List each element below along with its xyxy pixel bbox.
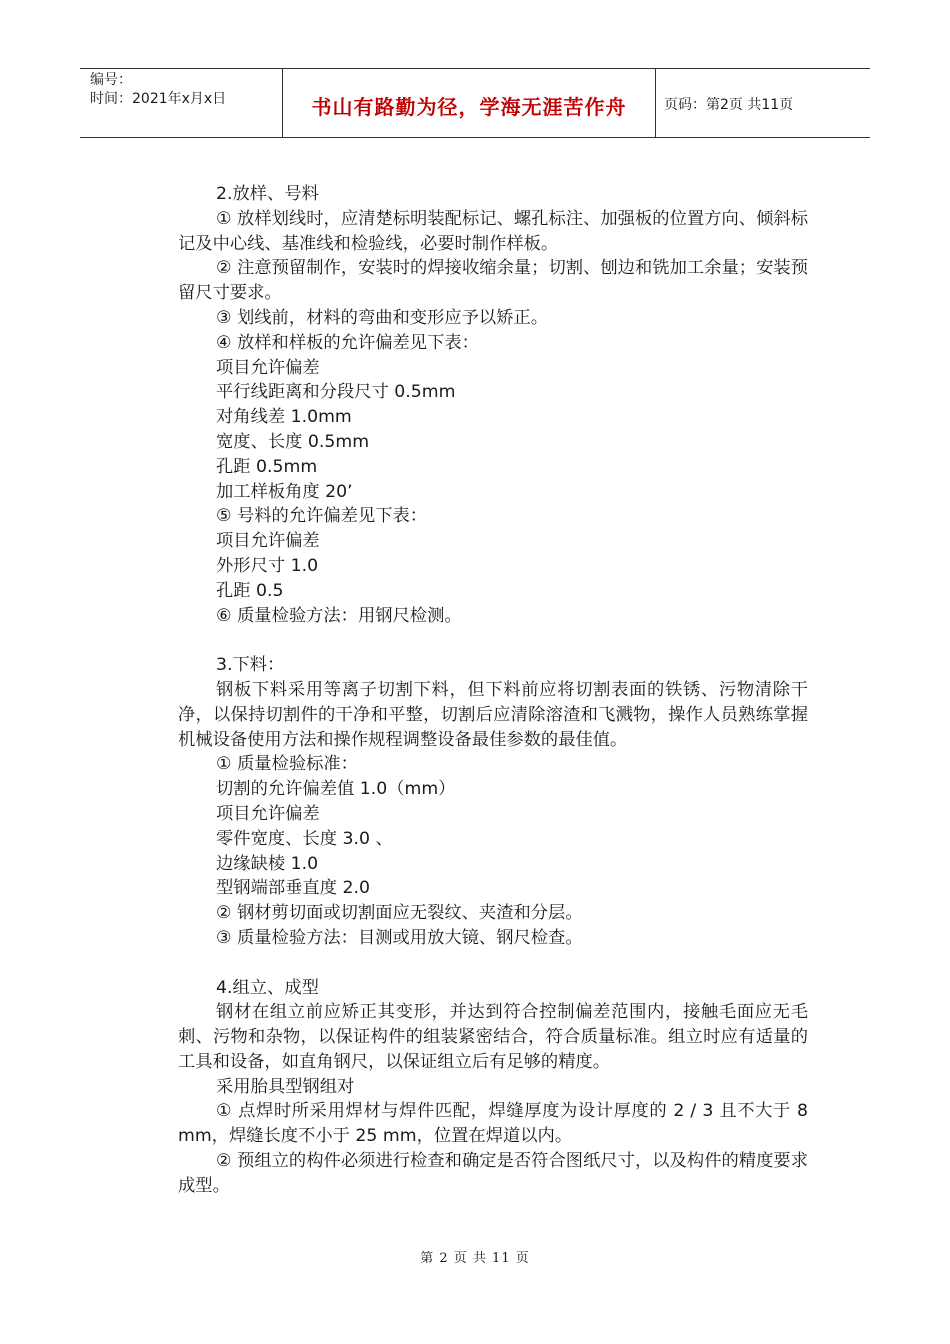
header-meta-cell: [80, 69, 283, 137]
section-heading: 2.放样、号料: [216, 184, 319, 204]
document-date: 时间：2021年x月x日: [90, 91, 227, 107]
table-line: 切割的允许偏差值 1.0（mm）: [216, 779, 456, 800]
section-heading: 4.组立、成型: [216, 977, 319, 998]
body-paragraph: ⑤ 号料的允许偏差见下表：: [216, 506, 428, 527]
table-line: 孔距 0.5: [216, 580, 284, 601]
body-paragraph: ① 点焊时所采用焊材与焊件匹配，焊缝厚度为设计厚度的 2 / 3 且不大于 8 mm，焊缝长度不小于 25 mm，位置在焊道以内。: [178, 1101, 808, 1147]
body-paragraph: 钢材在组立前应矫正其变形，并达到符合控制偏差范围内，接触毛面应无毛刺、污物和杂物，以保证构件的组装紧密结合，符合质量标准。组立时应有适量的工具和设备，如直角钢尺，以保证组立后有足够的精度。: [178, 1002, 808, 1072]
body-paragraph: ① 质量检验标准：: [216, 754, 358, 775]
paragraph-gap: [178, 951, 808, 976]
body-paragraph: ③ 划线前，材料的弯曲和变形应予以矫正。: [216, 307, 549, 328]
table-line: 项目允许偏差: [216, 803, 320, 824]
header-motto-cell: [283, 69, 656, 137]
section-heading: 3.下料：: [216, 655, 285, 676]
table-line: 外形尺寸 1.0: [216, 555, 319, 576]
table-line: 加工样板角度 20’: [216, 481, 353, 502]
page-footer: 第 2 页 共 11 页: [420, 1251, 530, 1266]
header-page-info: 页码：第2页 共11页: [664, 97, 794, 113]
table-line: 孔距 0.5mm: [216, 456, 318, 477]
table-line: 型钢端部垂直度 2.0: [216, 878, 370, 899]
page-header: [80, 68, 870, 138]
table-line: 宽度、长度 0.5mm: [216, 431, 370, 452]
body-paragraph: ② 注意预留制作，安装时的焊接收缩余量；切割、刨边和铣加工余量；安装预留尺寸要求。: [178, 258, 808, 304]
body-paragraph: ⑥ 质量检验方法：用钢尺检测。: [216, 605, 462, 626]
paragraph-gap: [178, 628, 808, 653]
body-paragraph: ① 放样划线时，应清楚标明装配标记、螺孔标注、加强板的位置方向、倾斜标记及中心线、基准线和检验线，必要时制作样板。: [178, 208, 808, 254]
header-motto: 书山有路勤为径，学海无涯苦作舟: [311, 95, 627, 119]
body-paragraph: 钢板下料采用等离子切割下料，但下料前应将切割表面的铁锈、污物清除干净，以保持切割件的干净和平整，切割后应清除溶渣和飞溅物，操作人员熟练掌握机械设备使用方法和操作规程调整设备最佳参数的最佳值。: [178, 679, 808, 750]
table-line: 对角线差 1.0mm: [216, 407, 352, 428]
body-paragraph: ② 预组立的构件必须进行检查和确定是否符合图纸尺寸，以及构件的精度要求成型。: [178, 1151, 808, 1196]
table-line: 项目允许偏差: [216, 357, 320, 378]
body-paragraph: 采用胎具型钢组对: [216, 1076, 355, 1097]
document-body: [178, 182, 808, 1199]
body-paragraph: ② 钢材剪切面或切割面应无裂纹、夹渣和分层。: [216, 903, 583, 924]
header-page-cell: [656, 69, 870, 137]
body-paragraph: ④ 放样和样板的允许偏差见下表：: [216, 332, 479, 353]
document-number-label: 编号：: [90, 72, 132, 88]
table-line: 项目允许偏差: [216, 531, 320, 552]
table-line: 边缘缺棱 1.0: [216, 853, 319, 874]
body-paragraph: ③ 质量检验方法：目测或用放大镜、钢尺检查。: [216, 927, 583, 948]
table-line: 平行线距离和分段尺寸 0.5mm: [216, 382, 456, 403]
table-line: 零件宽度、长度 3.0 、: [216, 828, 393, 849]
